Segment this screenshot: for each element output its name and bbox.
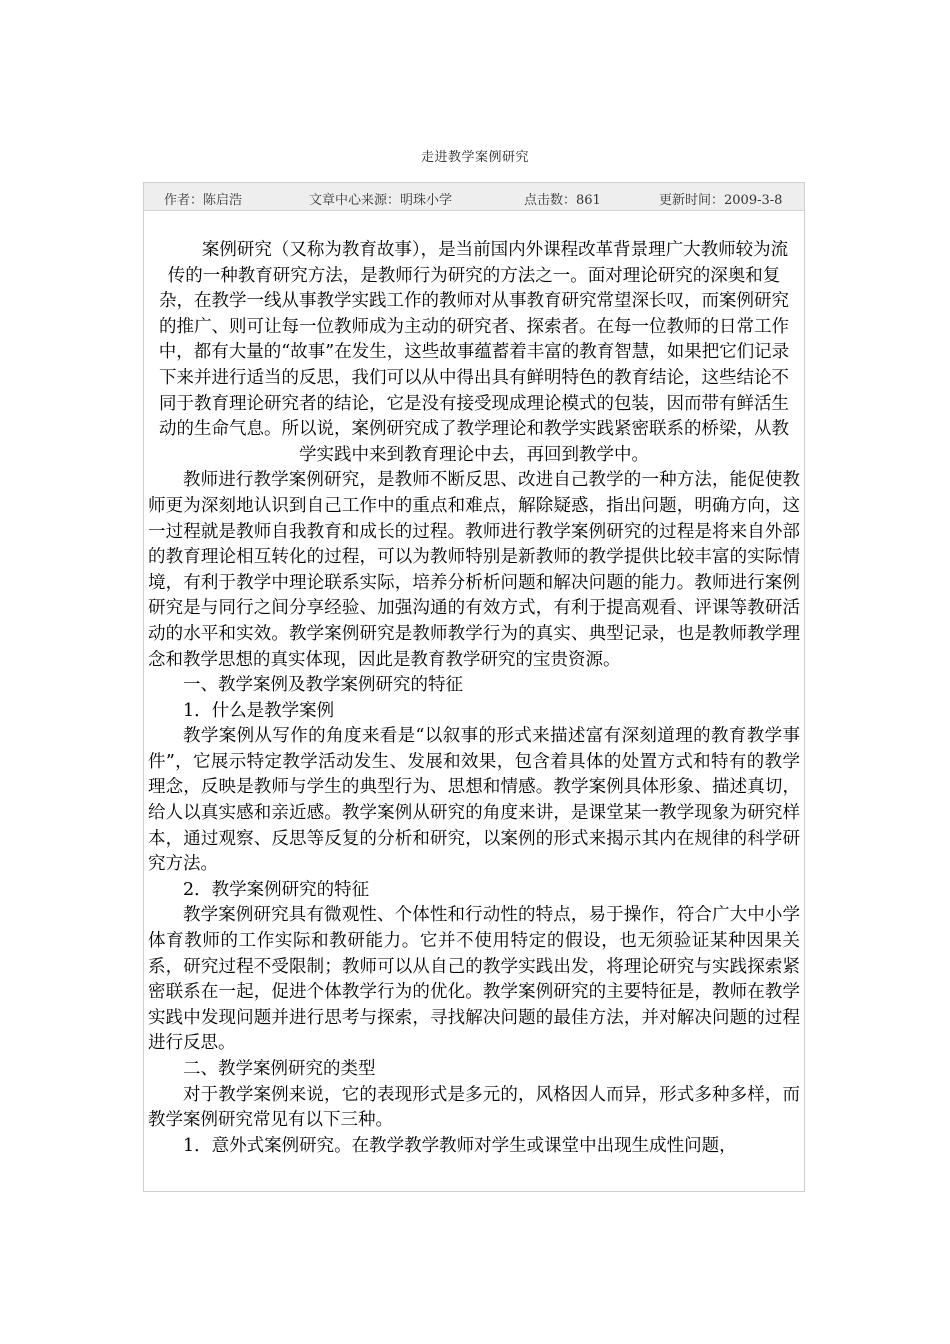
- article-meta-bar: [144, 183, 804, 211]
- intro-paragraph: 案例研究（又称为教育故事），是当前国内外课程改革背景理广大教师较为流传的一种教育研究方法，是教师行为研究的方法之一。面对理论研究的深奥和复杂，在教学一线从事教学实践工作的教师对从事教育研究常望深长叹，而案例研究的推广、则可让每一位教师成为主动的研究者、探索者。在每一位教师的日常工作中，都有大量的“故事”在发生，这些故事蕴蓄着丰富的教育智慧，如果把它们记录下来并进行适当的反思，我们可以从中得出具有鲜明特色的教育结论，这些结论不同于教育理论研究者的结论，它是没有接受现成理论模式的包装，因而带有鲜活生动的生命气息。所以说，案例研究成了教学理论和教学实践紧密联系的桥梁，从教学实践中来到教育理论中去，再回到教学中。: [158, 240, 790, 465]
- author-label: 作者：陈启浩: [164, 193, 243, 208]
- body-paragraph: 教学案例研究具有微观性、个体性和行动性的特点，易于操作，符合广大中小学体育教师的工作实际和教研能力。它并不使用特定的假设，也无须验证某种因果关系，研究过程不受限制；教师可以从自己的教学实践出发，将理论研究与实践探索紧密联系在一起，促进个体教学行为的优化。教学案例研究的主要特征是，教师在教学实践中发现问题并进行思考与探索，寻找解决问题的最佳方法，并对解决问题的过程进行反思。: [148, 905, 800, 1054]
- body-paragraph: 教师进行教学案例研究，是教师不断反思、改进自己教学的一种方法，能促使教师更为深刻地认识到自己工作中的重点和难点，解除疑惑，指出问题，明确方向，这一过程就是教师自我教育和成长的过程。教师进行教学案例研究的过程是将来自外部的教育理论相互转化的过程，可以为教师特别是新教师的教学提供比较丰富的实际情境，有利于教学中理论联系实际，培养分析析问题和解决问题的能力。教师进行案例研究是与同行之间分享经验、加强沟通的有效方式，有利于提高观看、评课等教研活动的水平和实效。教学案例研究是教师教学行为的真实、典型记录，也是教师教学理念和教学思想的真实体现，因此是教育教学研究的宝贵资源。: [148, 470, 800, 670]
- subsection-heading: 2．教学案例研究的特征: [183, 879, 370, 900]
- section-heading: 二、教学案例研究的类型: [183, 1059, 376, 1079]
- page-title: 走进教学案例研究: [420, 150, 529, 165]
- body-paragraph: 教学案例从写作的角度来看是“以叙事的形式来描述富有深刻道理的教育教学事件”，它展示特定教学活动发生、发展和效果，包含着具体的处置方式和特有的教学理念，反映是教师与学生的典型行为、思想和情感。教学案例具体形象、描述真切，给人以真实感和亲近感。教学案例从研究的角度来讲，是课堂某一教学现象为研究样本，通过观察、反思等反复的分析和研究，以案例的形式来揭示其内在规律的科学研究方法。: [148, 726, 800, 875]
- updated-date: 更新时间：2009-3-8: [659, 193, 783, 208]
- section-heading: 一、教学案例及教学案例研究的特征: [183, 675, 463, 696]
- body-paragraph: 对于教学案例来说，它的表现形式是多元的，风格因人而异，形式多种多样，而教学案例研究常见有以下三种。: [148, 1084, 800, 1131]
- source-label: 文章中心来源：明珠小学: [309, 193, 453, 208]
- subsection-heading: 1．什么是教学案例: [183, 700, 335, 721]
- body-paragraph: 1．意外式案例研究。在教学教学教师对学生或课堂中出现生成性问题，: [183, 1135, 737, 1156]
- article-body: [148, 238, 800, 1159]
- hits-counter: 点击数：861: [524, 193, 601, 208]
